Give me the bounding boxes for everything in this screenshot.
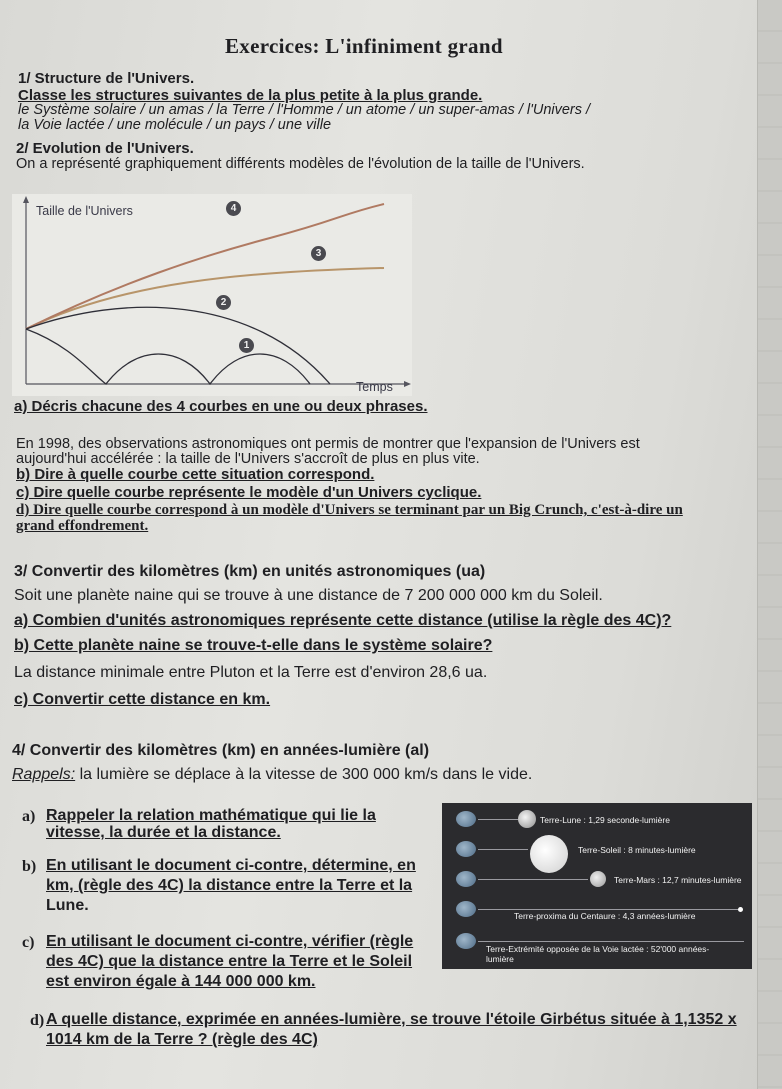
section3-heading: 3/ Convertir des kilomètres (km) en unités astronomiques (ua) xyxy=(14,563,486,580)
curve-2 xyxy=(26,307,330,384)
sun-icon xyxy=(530,835,568,873)
section2-para-line1: En 1998, des observations astronomiques ont permis de montrer que l'expansion de l'Univers est xyxy=(16,436,640,452)
curve-label-2: 2 xyxy=(216,295,231,310)
row-terre-mars: Terre-Mars : 12,7 minutes-lumière xyxy=(614,875,742,885)
section3-question-c: c) Convertir cette distance en km. xyxy=(14,691,271,708)
curve-1 xyxy=(26,329,310,384)
section4-qc-line3: est environ égale à 144 000 000 km. xyxy=(46,973,316,990)
section4-qc-label: c) xyxy=(22,934,35,951)
row-terre-lune: Terre-Lune : 1,29 seconde-lumière xyxy=(540,815,670,825)
section1-list-line1: le Système solaire / un amas / la Terre / l'Homme / un atome / un super-amas / l'Univers / xyxy=(18,102,591,118)
section2-para-line2: aujourd'hui accélérée : la taille de l'Univers s'accroît de plus en plus vite. xyxy=(16,451,480,467)
earth-icon xyxy=(456,811,476,827)
section2-intro: On a représenté graphiquement différents modèles de l'évolution de la taille de l'Univers. xyxy=(16,156,585,172)
section2-heading: 2/ Evolution de l'Univers. xyxy=(16,140,194,157)
row-terre-voie-lactee: Terre-Extrémité opposée de la Voie lactée : 52'000 années- xyxy=(486,944,710,954)
rappel-text: la lumière se déplace à la vitesse de 300 000 km/s dans le vide. xyxy=(75,766,533,783)
section2-question-d-line1: d) Dire quelle courbe correspond à un modèle d'Univers se terminant par un Big Crunch, c'est-à-dire un xyxy=(16,502,683,518)
section4-qc-line1: En utilisant le document ci-contre, vérifier (règle xyxy=(46,933,414,950)
section2-question-d-line2: grand effondrement. xyxy=(16,518,149,534)
chart-xlabel: Temps xyxy=(356,380,393,394)
section3-para: La distance minimale entre Pluton et la Terre est d'environ 28,6 ua. xyxy=(14,664,488,681)
page-title: Exercices: L'infiniment grand xyxy=(225,34,503,58)
earth-icon xyxy=(456,841,476,857)
section4-qc-line2: des 4C) que la distance entre la Terre et le Soleil xyxy=(46,953,413,970)
section4-qa-label: a) xyxy=(22,808,36,825)
section2-question-c: c) Dire quelle courbe représente le modèle d'un Univers cyclique. xyxy=(16,484,482,501)
curve-label-1: 1 xyxy=(239,338,254,353)
curve-label-4: 4 xyxy=(226,201,241,216)
section3-intro: Soit une planète naine qui se trouve à une distance de 7 200 000 000 km du Soleil. xyxy=(14,587,603,604)
section4-qa-line2: vitesse, la durée et la distance. xyxy=(46,824,281,841)
proxima-star-icon xyxy=(738,907,743,912)
section1-instruction: Classe les structures suivantes de la plus petite à la plus grande. xyxy=(18,87,483,104)
section4-heading: 4/ Convertir des kilomètres (km) en années-lumière (al) xyxy=(12,742,430,759)
row-terre-soleil: Terre-Soleil : 8 minutes-lumière xyxy=(578,845,696,855)
section4-qb-label: b) xyxy=(22,858,37,875)
rappel-label: Rappels: xyxy=(12,766,76,783)
chart-ylabel: Taille de l'Univers xyxy=(36,204,133,218)
curve-label-3: 3 xyxy=(311,246,326,261)
universe-size-chart xyxy=(12,194,412,396)
line-earth-galaxy-edge xyxy=(478,941,744,942)
curve-4 xyxy=(26,204,384,329)
section3-question-b: b) Cette planète naine se trouve-t-elle dans le système solaire? xyxy=(14,637,493,654)
line-earth-sun xyxy=(478,849,528,850)
section3-question-a: a) Combien d'unités astronomiques représente cette distance (utilise la règle des 4C)? xyxy=(14,612,672,629)
earth-icon xyxy=(456,871,476,887)
line-earth-mars xyxy=(478,879,588,880)
section4-qb-line1: En utilisant le document ci-contre, détermine, en xyxy=(46,857,416,874)
moon-icon xyxy=(518,810,536,828)
section4-rappel xyxy=(12,766,532,784)
line-earth-moon xyxy=(478,819,518,820)
row-terre-proxima: Terre-proxima du Centaure : 4,3 années-lumière xyxy=(514,911,696,921)
section4-qb-line2: km, (règle des 4C) la distance entre la Terre et la xyxy=(46,877,413,894)
section2-question-b: b) Dire à quelle courbe cette situation correspond. xyxy=(16,466,375,483)
section1-list-line2: la Voie lactée / une molécule / un pays / une ville xyxy=(18,117,332,133)
paper-edge xyxy=(757,0,782,1089)
line-earth-proxima xyxy=(478,909,738,910)
section4-qd-line1: A quelle distance, exprimée en années-lumière, se trouve l'étoile Girbétus située à 1,1352 x xyxy=(46,1011,737,1028)
section4-qd-line2: 1014 km de la Terre ? (règle des 4C) xyxy=(46,1031,318,1048)
section4-qb-line3: Lune. xyxy=(46,897,89,914)
earth-icon xyxy=(456,901,476,917)
chart-canvas xyxy=(12,194,412,396)
mars-icon xyxy=(590,871,606,887)
light-distance-figure xyxy=(442,803,752,969)
x-axis-arrow xyxy=(404,381,411,387)
curve-3 xyxy=(26,268,384,329)
section4-qd-label: d) xyxy=(30,1012,45,1029)
y-axis-arrow xyxy=(23,196,29,203)
section4-qa-line1: Rappeler la relation mathématique qui lie la xyxy=(46,807,376,824)
section2-question-a: a) Décris chacune des 4 courbes en une ou deux phrases. xyxy=(14,398,428,415)
earth-icon xyxy=(456,933,476,949)
row-terre-voie-lactee-cont: lumière xyxy=(486,954,514,964)
section1-heading: 1/ Structure de l'Univers. xyxy=(18,70,195,87)
